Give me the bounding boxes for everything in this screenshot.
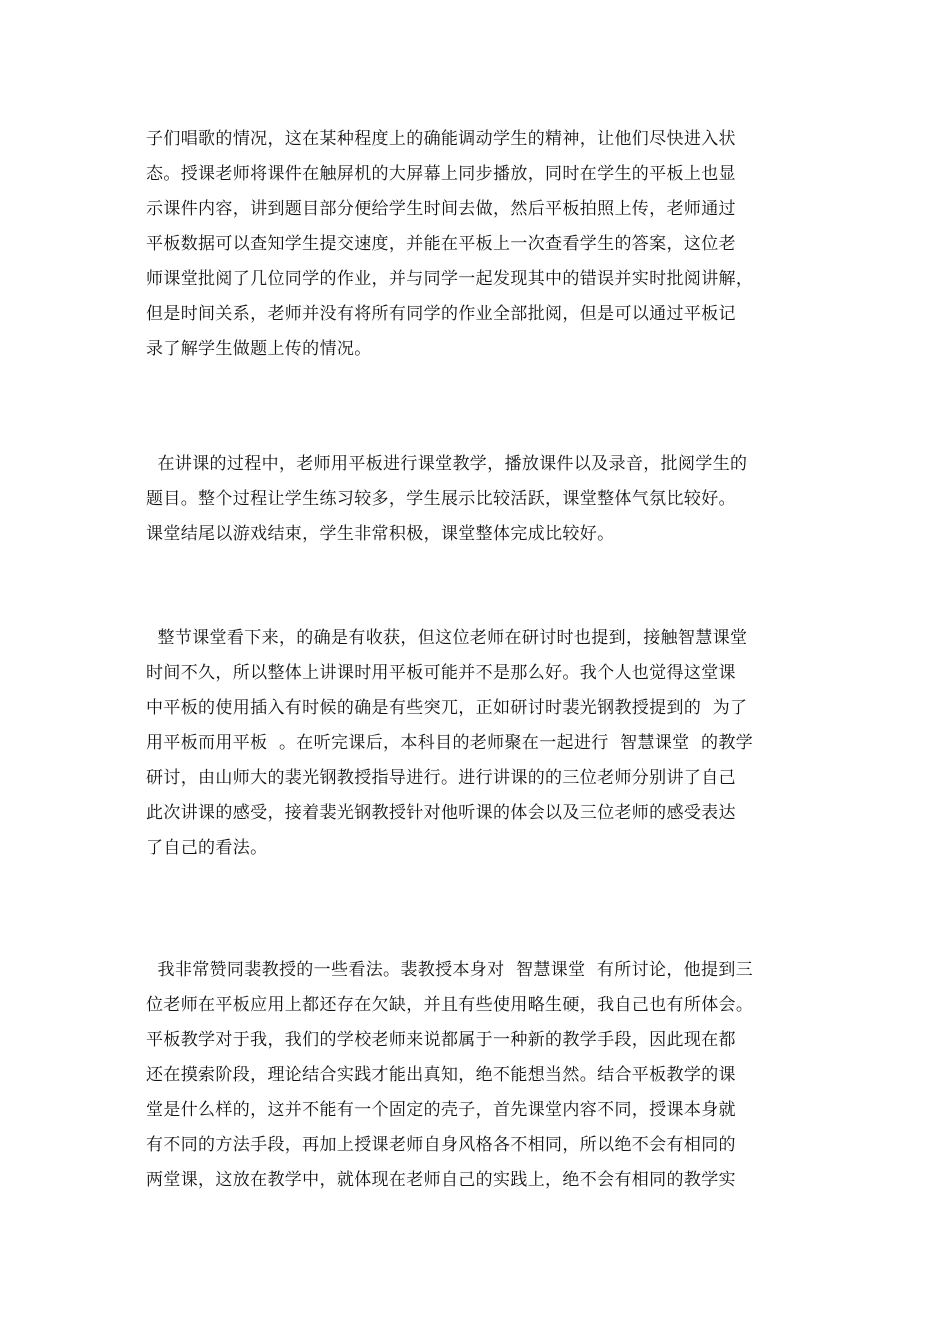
paragraph-line: 此次讲课的感受，接着裴光钢教授针对他听课的体会以及三位老师的感受表达 (146, 803, 736, 823)
paragraph-line: 中平板的使用插入有时候的确是有些突兀，正如研讨时裴光钢教授提到的 为了 (146, 698, 748, 718)
paragraph-line: 有不同的方法手段，再加上授课老师自身风格各不相同，所以绝不会有相同的 (146, 1135, 736, 1155)
paragraph-line: 但是时间关系，老师并没有将所有同学的作业全部批阅，但是可以通过平板记 (146, 304, 736, 324)
paragraph-line: 用平板而用平板 。在听完课后，本科目的老师聚在一起进行 智慧课堂 的教学 (146, 733, 754, 753)
paragraph-line: 在讲课的过程中，老师用平板进行课堂教学，播放课件以及录音，批阅学生的 (146, 454, 748, 474)
paragraph-line: 堂是什么样的，这并不能有一个固定的壳子，首先课堂内容不同，授课本身就 (146, 1100, 736, 1120)
paragraph-line: 时间不久，所以整体上讲课时用平板可能并不是那么好。我个人也觉得这堂课 (146, 663, 736, 683)
paragraph-line: 题目。整个过程让学生练习较多，学生展示比较活跃，课堂整体气氛比较好。 (146, 489, 736, 509)
paragraph-line: 平板教学对于我，我们的学校老师来说都属于一种新的教学手段，因此现在都 (146, 1030, 736, 1050)
paragraph-line: 整节课堂看下来，的确是有收获，但这位老师在研讨时也提到，接触智慧课堂 (146, 628, 748, 648)
paragraph-line: 课堂结尾以游戏结束，学生非常积极，课堂整体完成比较好。 (146, 524, 615, 544)
paragraph-line: 位老师在平板应用上都还存在欠缺，并且有些使用略生硬，我自己也有所体会。 (146, 995, 754, 1015)
paragraph-line: 平板数据可以查知学生提交速度，并能在平板上一次查看学生的答案，这位老 (146, 234, 736, 254)
paragraph-line: 研讨，由山师大的裴光钢教授指导进行。进行讲课的的三位老师分别讲了自己 (146, 768, 736, 788)
paragraph-line: 了自己的看法。 (146, 838, 268, 858)
paragraph-line: 态。授课老师将课件在触屏机的大屏幕上同步播放，同时在学生的平板上也显 (146, 164, 736, 184)
paragraph-line: 录了解学生做题上传的情况。 (146, 339, 372, 359)
paragraph-line: 还在摸索阶段，理论结合实践才能出真知，绝不能想当然。结合平板教学的课 (146, 1065, 736, 1085)
paragraph-line: 我非常赞同裴教授的一些看法。裴教授本身对 智慧课堂 有所讨论，他提到三 (146, 960, 754, 980)
paragraph-line: 示课件内容，讲到题目部分便给学生时间去做，然后平板拍照上传，老师通过 (146, 199, 736, 219)
paragraph-line: 师课堂批阅了几位同学的作业，并与同学一起发现其中的错误并实时批阅讲解， (146, 269, 754, 289)
paragraph-line: 两堂课，这放在教学中，就体现在老师自己的实践上，绝不会有相同的教学实 (146, 1170, 736, 1190)
paragraph-line: 子们唱歌的情况，这在某种程度上的确能调动学生的精神，让他们尽快进入状 (146, 129, 736, 149)
